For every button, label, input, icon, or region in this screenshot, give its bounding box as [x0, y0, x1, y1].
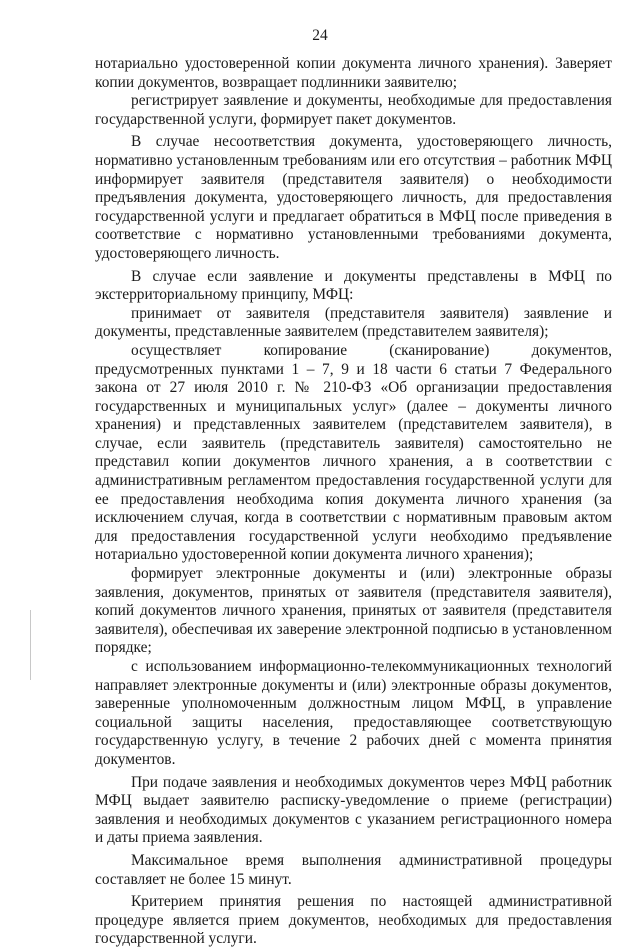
scan-margin-mark — [30, 610, 31, 680]
document-body — [95, 55, 612, 949]
paragraph-6: осуществляет копирование (сканирование) документов, предусмотренных пунктами 1 – 7, 9 и 18 части 6 статьи 7 Федерального закона от 27 июля 2010 г. № 210-ФЗ «Об организации предоставления государственных и муниципальных услуг» (далее – документы личного хранения) и представленных заявителем (представителем заявителя), в случае, если заявитель (представитель заявителя) самостоятельно не представил копии документов личного хранения, а в соответствии с административным регламентом предоставления государственной услуги для ее предоставления необходима копия документа личного хранения (за исключением случая, когда в соответствии с нормативным правовым актом для предоставления государственной услуги необходимо предъявление нотариально удостоверенной копии документа личного хранения); — [95, 341, 612, 564]
paragraph-8: с использованием информационно-телекоммуникационных технологий направляет электронные документы и (или) электронные образы документов, заверенные уполномоченным должностным лицом МФЦ, в управление социальной защиты населения, предоставляющее соответствующую государственную услугу, в течение 2 рабочих дней с момента принятия документов. — [95, 658, 612, 768]
paragraph-4: В случае если заявление и документы представлены в МФЦ по экстерриториальному принципу, МФЦ: — [95, 267, 612, 304]
paragraph-7: формирует электронные документы и (или) электронные образы заявления, документов, принятых от заявителя (представителя заявителя), копий документов личного хранения, принятых от заявителя (представителя заявителя), обеспечивая их заверение электронной подписью в установленном порядке; — [95, 565, 612, 657]
paragraph-9: При подаче заявления и необходимых документов через МФЦ работник МФЦ выдает заявителю расписку-уведомление о приеме (регистрации) заявления и необходимых документов с указанием регистрационного номера и даты приема заявления. — [95, 773, 612, 847]
paragraph-5: принимает от заявителя (представителя заявителя) заявление и документы, представленные заявителем (представителем заявителя); — [95, 304, 612, 341]
paragraph-1: нотариально удостоверенной копии документа личного хранения). Заверяет копии документов, возвращает подлинники заявителю; — [95, 55, 612, 91]
paragraph-3: В случае несоответствия документа, удостоверяющего личность, нормативно установленным требованиям или его отсутствия – работник МФЦ информирует заявителя (представителя заявителя) о необходимости предъявления документа, удостоверяющего личность, для предоставления государственной услуги и предлагает обратиться в МФЦ после приведения в соответствие с нормативно установленными требованиями документа, удостоверяющего личность. — [95, 133, 612, 262]
paragraph-2: регистрирует заявление и документы, необходимые для предоставления государственной услуги, формирует пакет документов. — [95, 92, 612, 128]
paragraph-11: Критерием принятия решения по настоящей административной процедуре является прием документов, необходимых для предоставления государственной услуги. — [95, 893, 612, 948]
paragraph-10: Максимальное время выполнения административной процедуры составляет не более 15 минут. — [95, 851, 612, 888]
page-number: 24 — [312, 27, 328, 44]
